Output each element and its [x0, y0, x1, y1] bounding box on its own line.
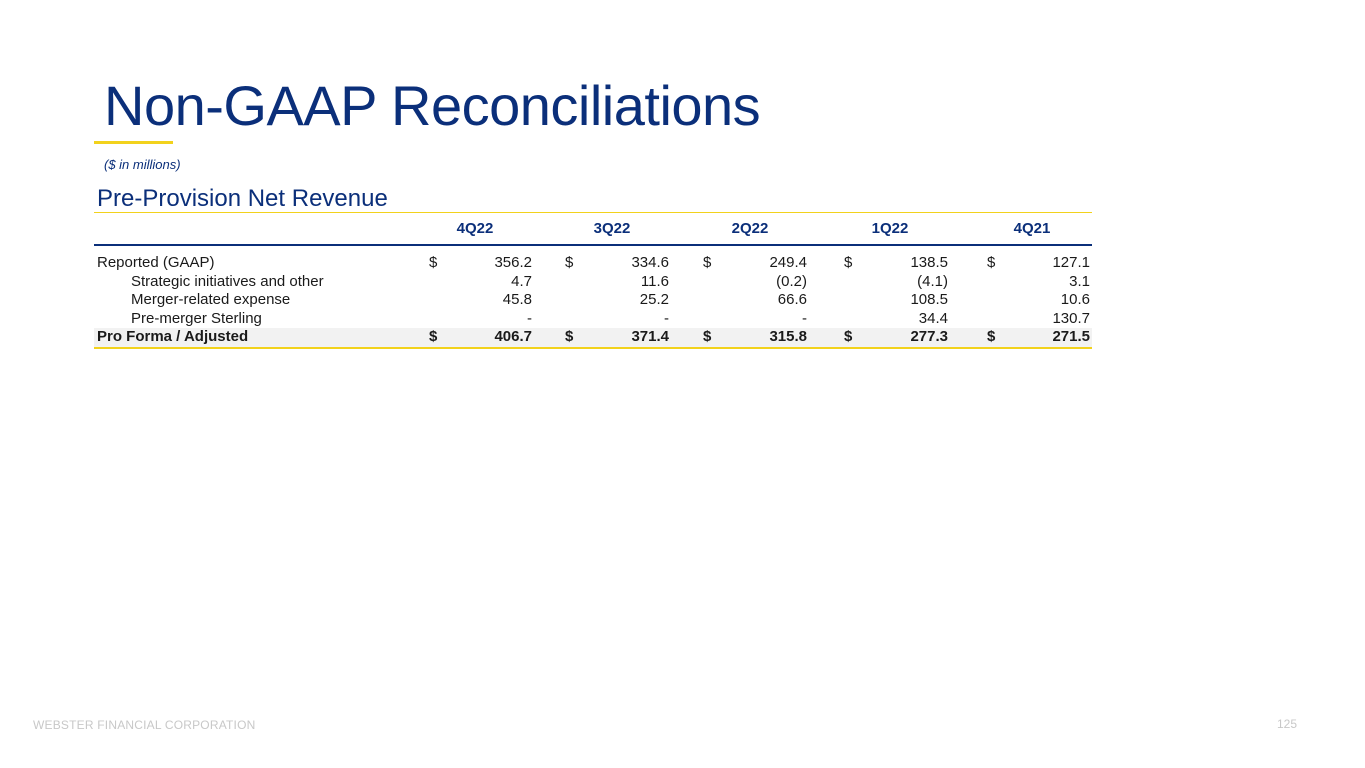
cell-value-2q22: 315.8 [769, 328, 807, 345]
currency-symbol: $ [703, 254, 712, 271]
table-row [94, 273, 1092, 292]
cell-value-4q22: 4.7 [511, 272, 532, 290]
table-body [94, 254, 1092, 349]
currency-symbol: $ [844, 328, 853, 345]
row-label: Pro Forma / Adjusted [97, 328, 249, 345]
total-row [94, 328, 1092, 349]
currency-symbol: $ [703, 328, 712, 345]
cell-value-4q22: 45.8 [502, 291, 532, 308]
cell-value-1q22: 277.3 [910, 328, 948, 345]
table-row [94, 254, 1092, 273]
column-header-4q22: 4Q22 [456, 220, 494, 237]
column-header-2q22: 2Q22 [731, 220, 769, 237]
cell-value-1q22: (4.1) [917, 272, 948, 290]
cell-value-1q22: 34.4 [918, 309, 948, 327]
footer-page-number: 125 [1277, 717, 1298, 731]
cell-value-4q21: 130.7 [1052, 309, 1090, 327]
row-label: Merger-related expense [131, 291, 291, 308]
column-header-1q22: 1Q22 [871, 220, 909, 237]
cell-value-4q21: 10.6 [1060, 291, 1090, 308]
row-label: Pre-merger Sterling [131, 309, 262, 327]
row-label: Strategic initiatives and other [131, 272, 324, 290]
cell-value-4q21: 127.1 [1052, 254, 1090, 271]
page-title: Non-GAAP Reconciliations [104, 74, 761, 137]
column-header-3q22: 3Q22 [593, 220, 631, 237]
cell-value-2q22: 249.4 [769, 254, 807, 271]
currency-symbol: $ [429, 254, 438, 271]
currency-symbol: $ [844, 254, 853, 271]
cell-value-1q22: 108.5 [910, 291, 948, 308]
currency-symbol: $ [987, 328, 996, 345]
currency-symbol: $ [987, 254, 996, 271]
currency-symbol: $ [429, 328, 438, 345]
reconciliation-table [94, 212, 1092, 349]
table-row [94, 291, 1092, 310]
cell-value-3q22: 334.6 [631, 254, 669, 271]
cell-value-2q22: 66.6 [777, 291, 807, 308]
cell-value-4q21: 3.1 [1069, 272, 1090, 290]
section-heading: Pre-Provision Net Revenue [97, 185, 388, 212]
cell-value-3q22: 25.2 [639, 291, 669, 308]
currency-symbol: $ [565, 254, 574, 271]
cell-value-3q22: 371.4 [631, 328, 669, 345]
cell-value-4q21: 271.5 [1052, 328, 1090, 345]
cell-value-2q22: (0.2) [776, 272, 807, 290]
table-row [94, 310, 1092, 329]
column-header-4q21: 4Q21 [1013, 220, 1051, 237]
cell-value-3q22: 11.6 [640, 272, 669, 290]
cell-value-4q22: 406.7 [494, 328, 532, 345]
row-label: Reported (GAAP) [97, 254, 215, 271]
cell-value-4q22: - [527, 309, 532, 327]
cell-value-3q22: - [664, 309, 669, 327]
units-note: ($ in millions) [104, 157, 181, 172]
title-accent-bar [94, 141, 173, 144]
currency-symbol: $ [565, 328, 574, 345]
table-header-row [94, 213, 1092, 246]
cell-value-4q22: 356.2 [494, 254, 532, 271]
cell-value-2q22: - [802, 309, 807, 327]
footer-company-name: WEBSTER FINANCIAL CORPORATION [33, 718, 256, 732]
cell-value-1q22: 138.5 [910, 254, 948, 271]
